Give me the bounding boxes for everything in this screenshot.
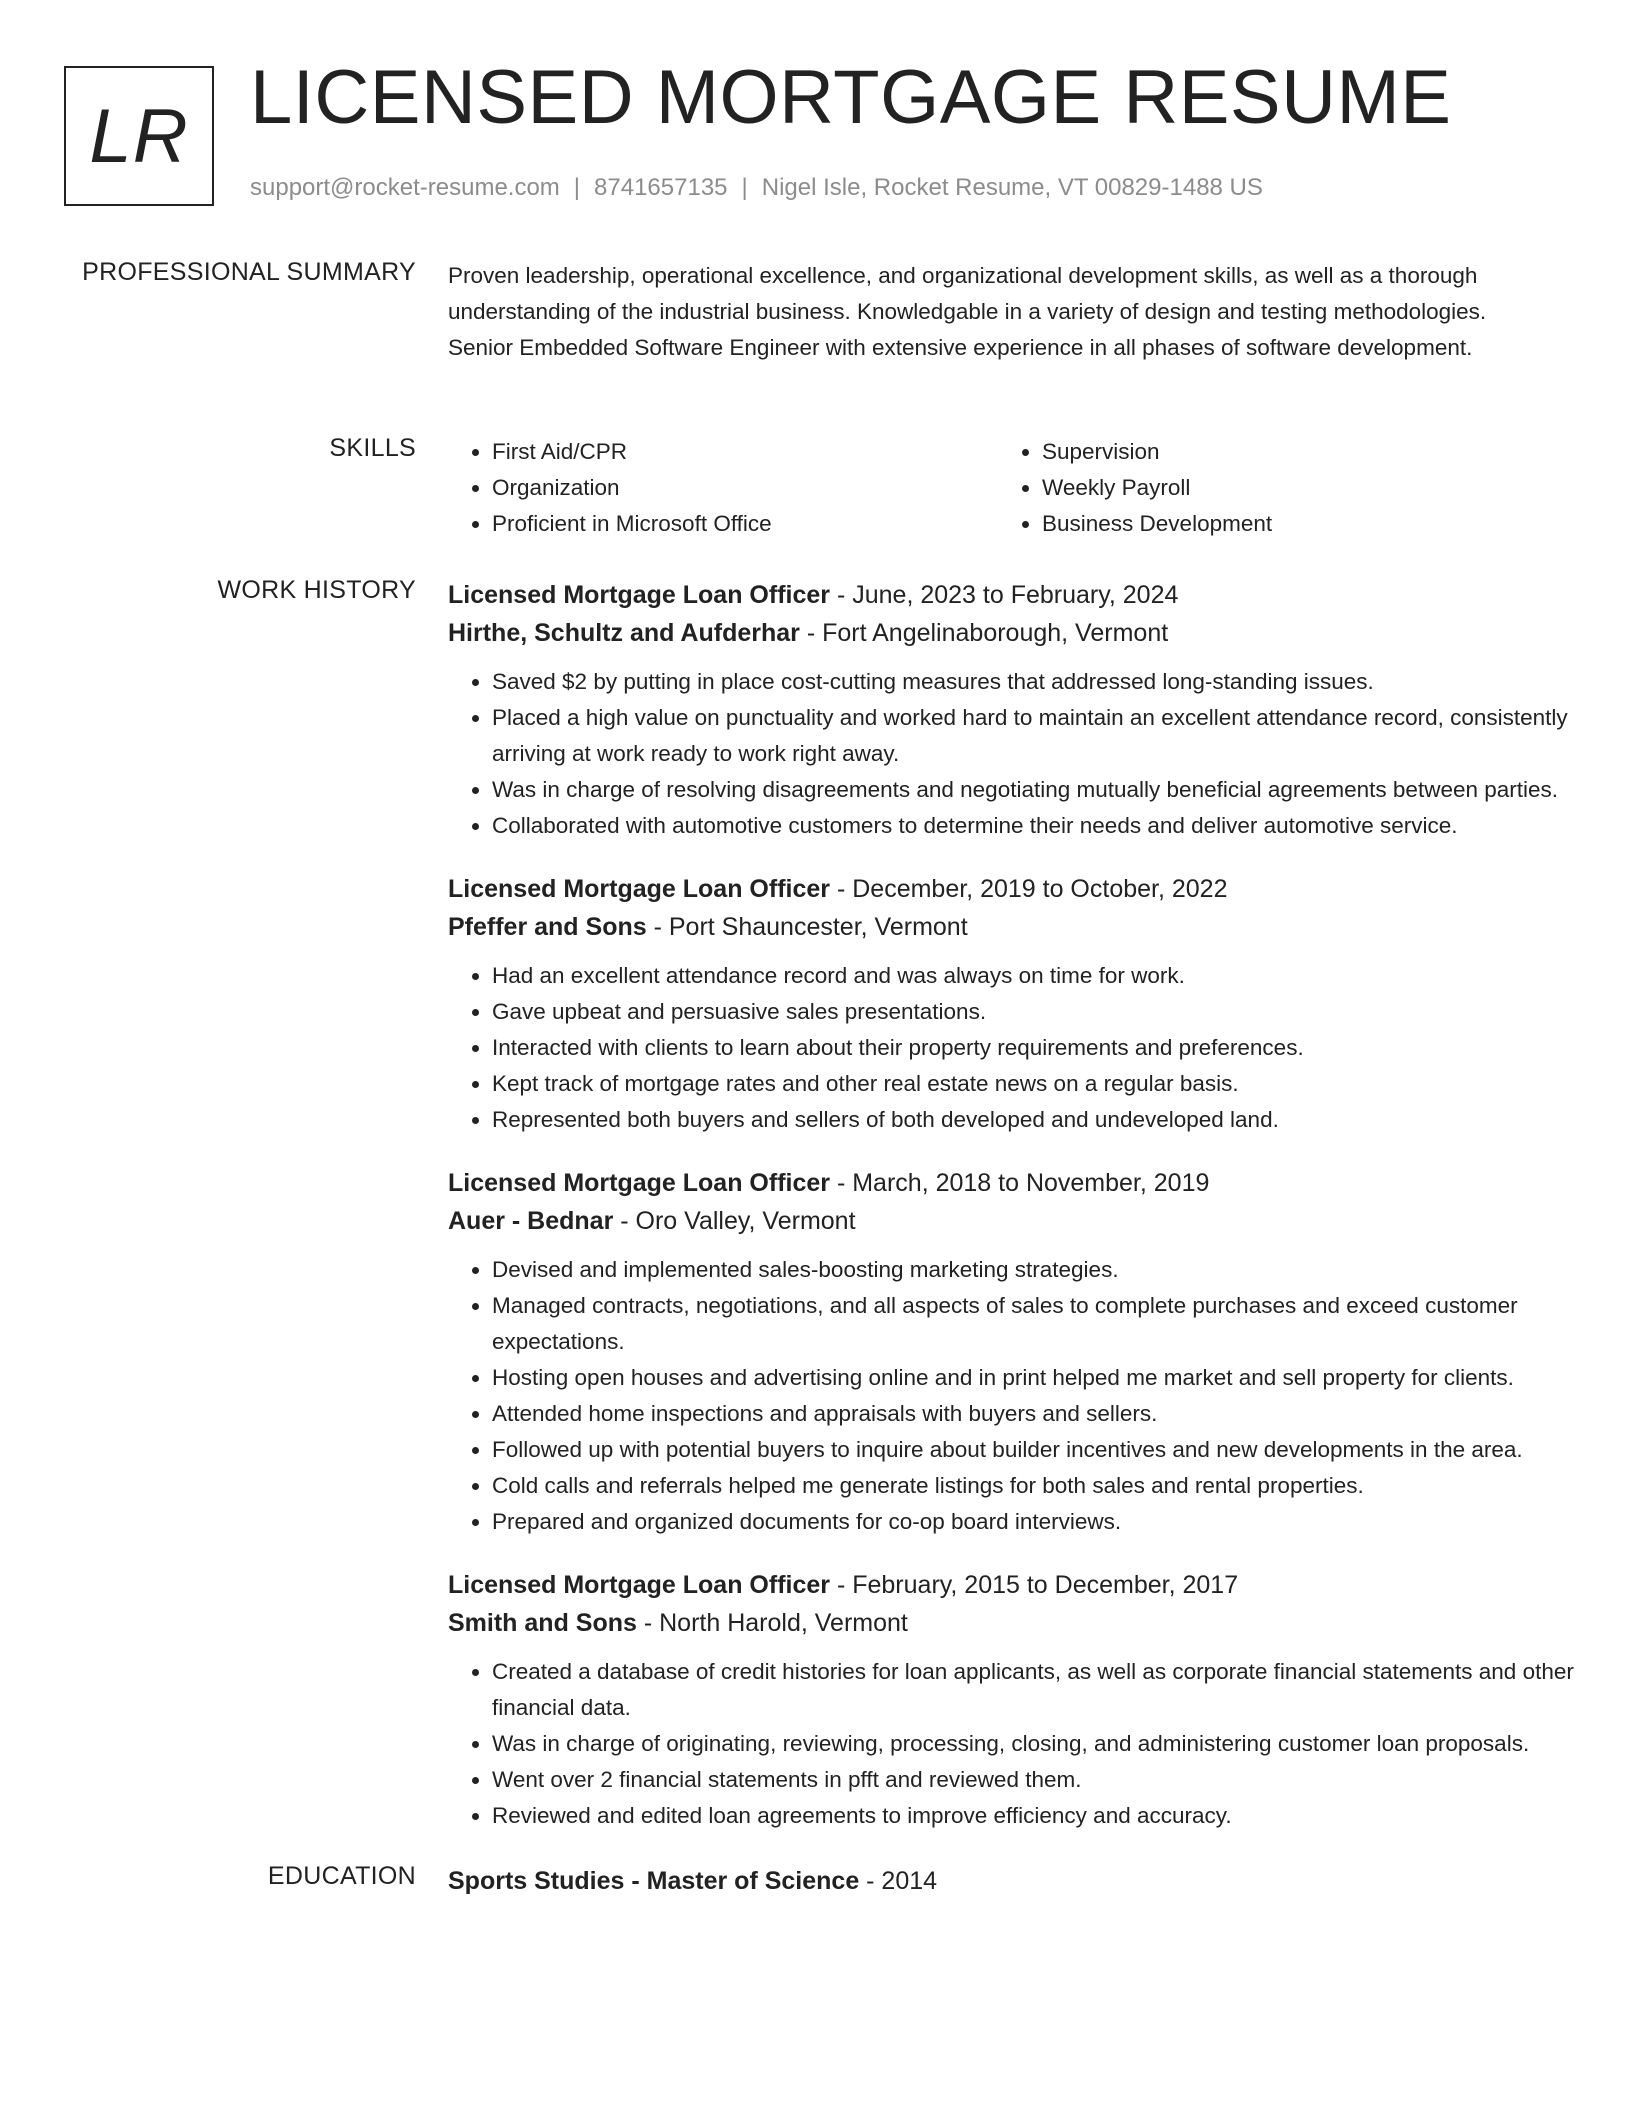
job-title: Licensed Mortgage Loan Officer <box>448 875 831 903</box>
job-bullet: • Managed contracts, negotiations, and all aspects of sales to complete purchases and exceed customer expectations. <box>492 1288 1576 1360</box>
skills-columns <box>448 434 1576 542</box>
job-bullet: • Created a database of credit histories for loan applicants, as well as corporate financial statements and other financial data. <box>492 1654 1576 1726</box>
job-company-line <box>448 1202 1576 1240</box>
job-bullet: • Was in charge of resolving disagreements and negotiating mutually beneficial agreements between parties. <box>492 772 1576 808</box>
job-dates: - February, 2015 to December, 2017 <box>830 1571 1239 1599</box>
skills-list-left <box>448 434 998 542</box>
summary-body <box>448 258 1576 366</box>
summary-text: Proven leadership, operational excellence, and organizational development skills, as well as a thorough understanding of the industrial business. Knowledgable in a variety of design and testing methodologies. Senior Embedded Software Engineer with extensive experience in all phases of software development. <box>448 263 1487 360</box>
job-bullet: • Collaborated with automotive customers to determine their needs and deliver automotive service. <box>492 808 1576 844</box>
summary-label: PROFESSIONAL SUMMARY <box>82 258 416 286</box>
job-bullet: • Interacted with clients to learn about their property requirements and preferences. <box>492 1030 1576 1066</box>
job-bullet: • Was in charge of originating, reviewing, processing, closing, and administering customer loan proposals. <box>492 1726 1576 1762</box>
job-title: Licensed Mortgage Loan Officer <box>448 1169 831 1197</box>
contact-email[interactable]: support@rocket-resume.com <box>250 174 560 201</box>
job-location: - Oro Valley, Vermont <box>613 1207 856 1235</box>
contact-separator: | <box>741 174 748 201</box>
job-bullet: • Kept track of mortgage rates and other real estate news on a regular basis. <box>492 1066 1576 1102</box>
job-bullet: • Followed up with potential buyers to inquire about builder incentives and new developments in the area. <box>492 1432 1576 1468</box>
skill-item: • First Aid/CPR <box>492 434 998 470</box>
job-bullets <box>448 958 1576 1138</box>
work-history-label: WORK HISTORY <box>217 576 416 604</box>
job-bullet: • Went over 2 financial statements in pfft and reviewed them. <box>492 1762 1576 1798</box>
job-bullet: • Gave upbeat and persuasive sales presentations. <box>492 994 1576 1030</box>
job-bullet: • Prepared and organized documents for co-op board interviews. <box>492 1504 1576 1540</box>
job-entry <box>448 1566 1576 1834</box>
job-bullet: • Hosting open houses and advertising online and in print helped me market and sell property for clients. <box>492 1360 1576 1396</box>
skills-body <box>448 434 1576 542</box>
job-location: - Fort Angelinaborough, Vermont <box>799 619 1169 647</box>
resume-title: LICENSED MORTGAGE RESUME <box>250 55 1452 140</box>
skill-item: • Weekly Payroll <box>1042 470 1548 506</box>
education-degree-line <box>448 1862 1576 1900</box>
job-title-line <box>448 1566 1576 1604</box>
job-bullet: • Represented both buyers and sellers of both developed and undeveloped land. <box>492 1102 1576 1138</box>
job-bullets <box>448 1252 1576 1540</box>
job-bullet: • Saved $2 by putting in place cost-cutting measures that addressed long-standing issues. <box>492 664 1576 700</box>
job-company: Smith and Sons <box>448 1609 637 1637</box>
job-bullet: • Cold calls and referrals helped me generate listings for both sales and rental properties. <box>492 1468 1576 1504</box>
job-bullet: • Had an excellent attendance record and was always on time for work. <box>492 958 1576 994</box>
skills-label: SKILLS <box>329 434 416 462</box>
job-dates: - March, 2018 to November, 2019 <box>830 1169 1210 1197</box>
job-company-line <box>448 1604 1576 1642</box>
job-bullet: • Reviewed and edited loan agreements to improve efficiency and accuracy. <box>492 1798 1576 1834</box>
job-location: - North Harold, Vermont <box>636 1609 908 1637</box>
skill-item: • Proficient in Microsoft Office <box>492 506 998 542</box>
job-bullets <box>448 1654 1576 1834</box>
job-entry <box>448 576 1576 844</box>
job-company: Pfeffer and Sons <box>448 913 647 941</box>
job-bullet: • Devised and implemented sales-boosting marketing strategies. <box>492 1252 1576 1288</box>
skill-item: • Business Development <box>1042 506 1548 542</box>
contact-line <box>250 174 1263 202</box>
job-bullets <box>448 664 1576 844</box>
work-history-body <box>448 576 1576 1860</box>
job-company: Auer - Bednar <box>448 1207 614 1235</box>
job-location: - Port Shauncester, Vermont <box>646 913 968 941</box>
job-dates: - December, 2019 to October, 2022 <box>830 875 1228 903</box>
skill-item: • Organization <box>492 470 998 506</box>
job-entry <box>448 1164 1576 1540</box>
education-year: - 2014 <box>859 1867 938 1895</box>
job-title-line <box>448 576 1576 614</box>
job-bullet: • Attended home inspections and appraisals with buyers and sellers. <box>492 1396 1576 1432</box>
job-dates: - June, 2023 to February, 2024 <box>830 581 1179 609</box>
job-company-line <box>448 614 1576 652</box>
job-title: Licensed Mortgage Loan Officer <box>448 581 831 609</box>
job-title: Licensed Mortgage Loan Officer <box>448 1571 831 1599</box>
education-label: EDUCATION <box>267 1862 416 1890</box>
job-bullet: • Placed a high value on punctuality and worked hard to maintain an excellent attendance record, consistently arriving at work ready to work right away. <box>492 700 1576 772</box>
contact-separator: | <box>573 174 581 201</box>
job-company-line <box>448 908 1576 946</box>
job-title-line <box>448 870 1576 908</box>
education-body <box>448 1862 1576 1900</box>
education-degree: Sports Studies - Master of Science <box>448 1867 860 1895</box>
job-company: Hirthe, Schultz and Aufderhar <box>448 619 800 647</box>
job-entry <box>448 870 1576 1138</box>
skill-item: • Supervision <box>1042 434 1548 470</box>
job-title-line <box>448 1164 1576 1202</box>
contact-phone[interactable]: 8741657135 <box>594 174 728 201</box>
contact-address: Nigel Isle, Rocket Resume, VT 00829-1488 US <box>761 174 1263 201</box>
skills-list-right <box>998 434 1548 542</box>
monogram-logo: LR <box>64 66 214 206</box>
